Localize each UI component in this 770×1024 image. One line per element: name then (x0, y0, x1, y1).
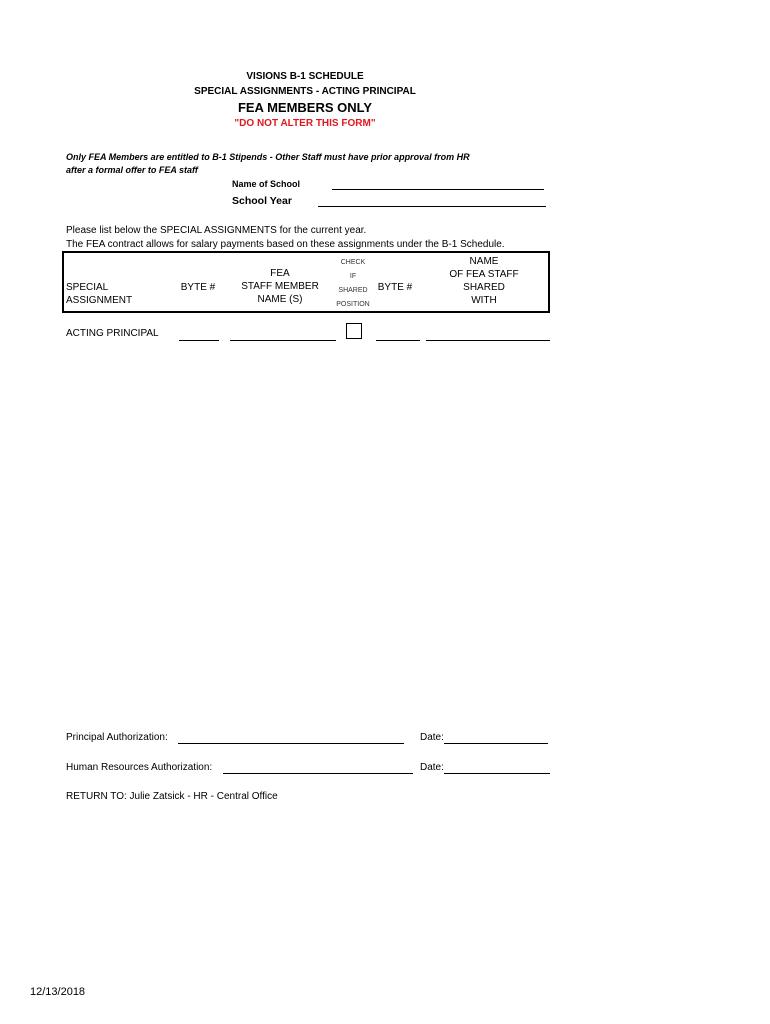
school-year-field[interactable] (318, 206, 546, 207)
form-subtitle: SPECIAL ASSIGNMENTS - ACTING PRINCIPAL (194, 86, 416, 97)
notice-line-2: after a formal offer to FEA staff (66, 165, 198, 175)
header-text: SHARED (463, 282, 505, 293)
header-text: SHARED (338, 287, 368, 294)
header-text: OF FEA STAFF (449, 269, 519, 280)
instructions (66, 224, 505, 252)
header-text: FEA (270, 268, 290, 279)
hr-signature-field[interactable] (223, 773, 413, 774)
staff-name-field[interactable] (230, 340, 336, 341)
table-top-border (62, 251, 550, 253)
hr-date-field[interactable] (444, 773, 550, 774)
header-special-assignment (66, 281, 132, 307)
header-text: IF (349, 273, 357, 280)
header-text: WITH (471, 295, 497, 306)
school-name-field[interactable] (332, 189, 544, 190)
header-text: POSITION (336, 301, 370, 308)
school-name-label: Name of School (232, 179, 301, 189)
principal-date-field[interactable] (444, 743, 548, 744)
header-text: SPECIAL (66, 282, 109, 293)
byte-field-2[interactable] (376, 340, 420, 341)
principal-authorization-label: Principal Authorization: (66, 732, 168, 743)
principal-date-label: Date: (420, 732, 444, 743)
table-bottom-border (62, 311, 550, 313)
notice-line-1: Only FEA Members are entitled to B-1 Stipends - Other Staff must have prior approval from HR (66, 152, 470, 162)
shared-with-field[interactable] (426, 340, 550, 341)
form-title: VISIONS B-1 SCHEDULE (246, 71, 364, 82)
principal-signature-field[interactable] (178, 743, 404, 744)
school-year-label: School Year (232, 195, 292, 207)
header-staff-name (234, 267, 326, 306)
footer-date: 12/13/2018 (30, 986, 86, 998)
header-byte-2: BYTE # (377, 282, 413, 293)
return-to-text: RETURN TO: Julie Zatsick - HR - Central Office (66, 791, 278, 802)
header-shared-with (430, 255, 538, 307)
row-acting-principal-label: ACTING PRINCIPAL (66, 328, 159, 339)
instructions-line-1: Please list below the SPECIAL ASSIGNMENTS for the current year. (66, 225, 367, 236)
hr-date-label: Date: (420, 762, 444, 773)
form-warning: "DO NOT ALTER THIS FORM" (234, 118, 376, 129)
form-audience: FEA MEMBERS ONLY (237, 100, 373, 115)
header-text: ASSIGNMENT (66, 295, 133, 306)
header-text: NAME (469, 256, 499, 267)
eligibility-notice (66, 151, 470, 177)
shared-position-checkbox[interactable] (346, 323, 362, 339)
header-text: STAFF MEMBER (241, 281, 319, 292)
hr-authorization-label: Human Resources Authorization: (66, 762, 213, 773)
header-text: CHECK (340, 259, 366, 266)
header-byte-1: BYTE # (180, 282, 216, 293)
table-left-border (62, 251, 64, 313)
instructions-line-2: The FEA contract allows for salary payments based on these assignments under the B-1 Schedule. (66, 239, 505, 250)
byte-field-1[interactable] (179, 340, 219, 341)
table-right-border (548, 251, 550, 313)
header-text: NAME (S) (257, 294, 303, 305)
